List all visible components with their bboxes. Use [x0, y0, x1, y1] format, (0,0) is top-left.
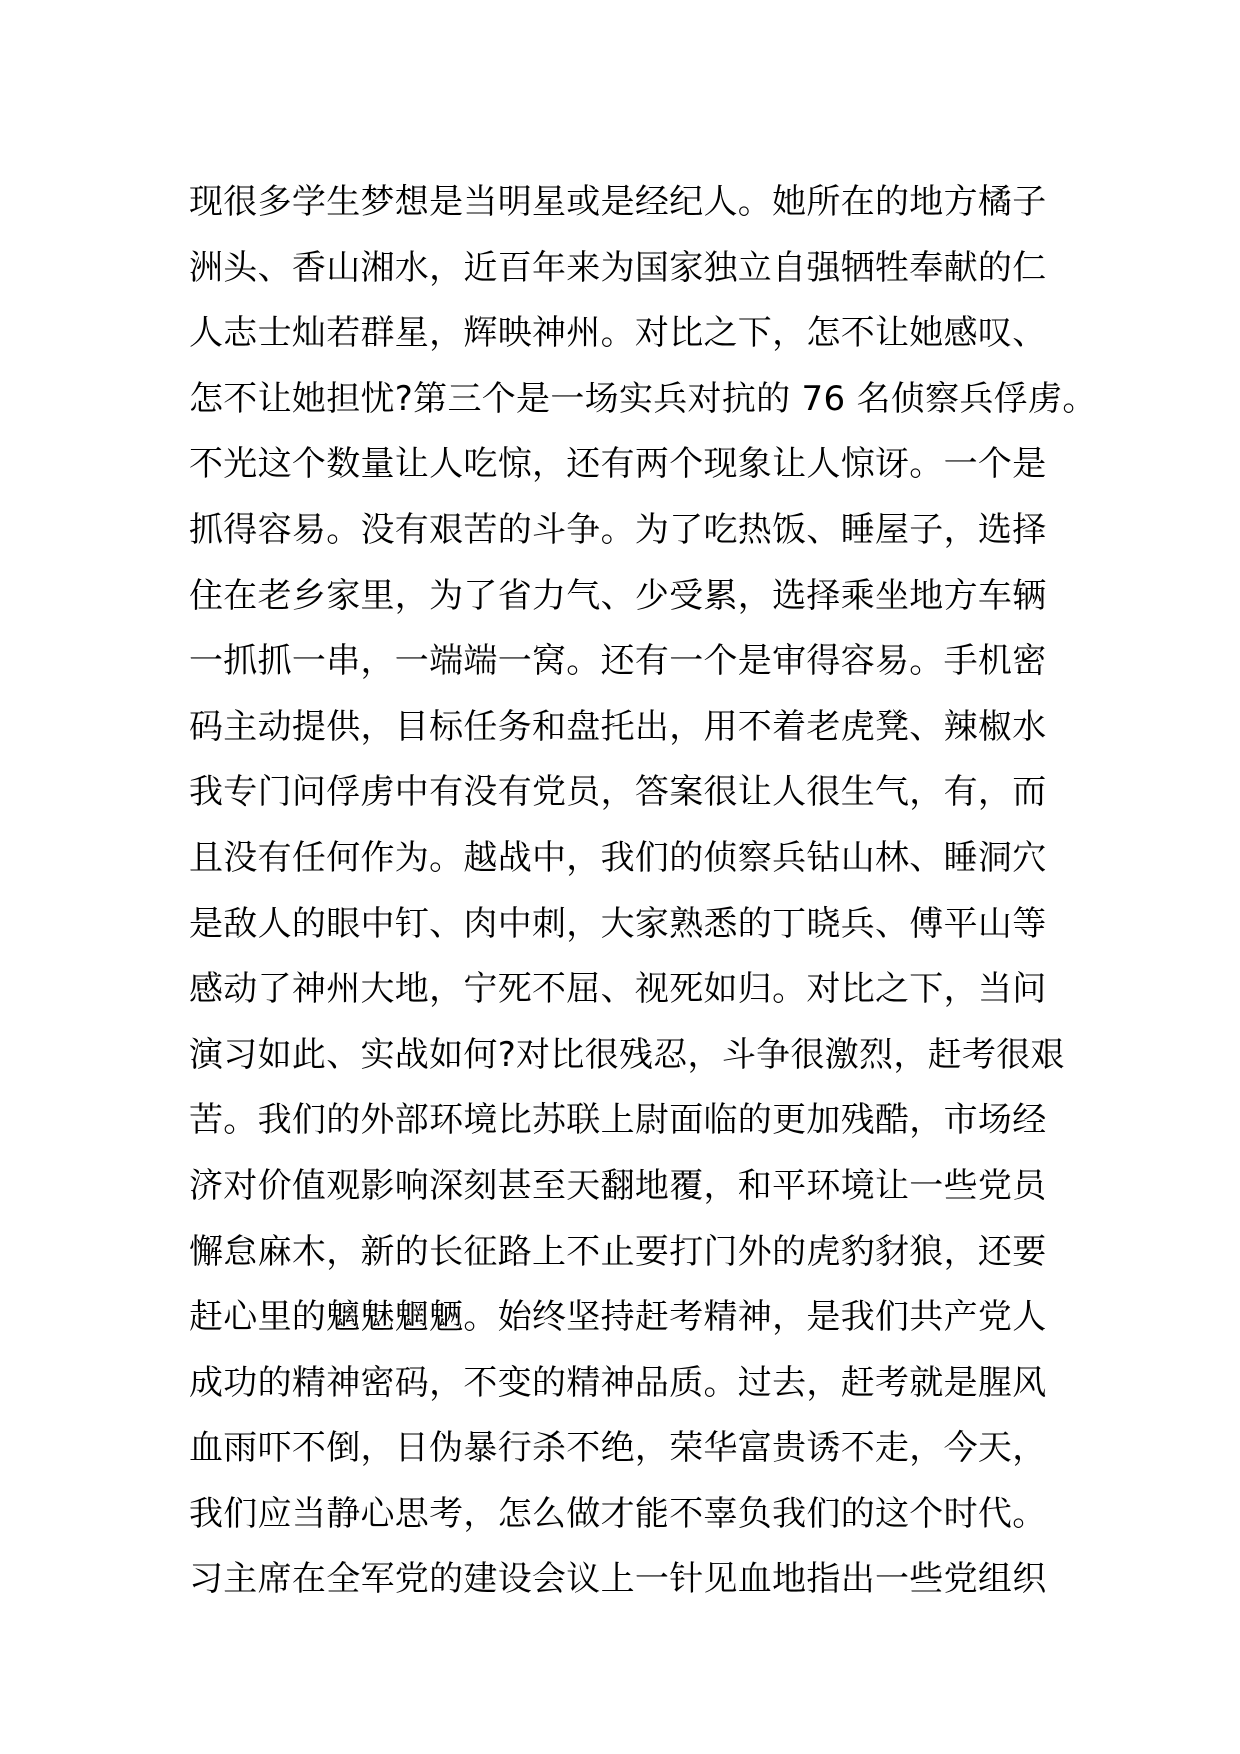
text-line: 洲头、香山湘水，近百年来为国家独立自强牺牲奉献的仁	[189, 247, 1047, 288]
text-line: 且没有任何作为。越战中，我们的侦察兵钻山林、睡洞穴	[189, 837, 1047, 878]
text-line: 演习如此、实战如何?对比很残忍，斗争很激烈，赶考很艰	[189, 1034, 1065, 1075]
text-line: 济对价值观影响深刻甚至天翻地覆，和平环境让一些党员	[189, 1165, 1047, 1206]
text-line: 不光这个数量让人吃惊，还有两个现象让人惊讶。一个是	[189, 444, 1047, 485]
text-line: 抓得容易。没有艰苦的斗争。为了吃热饭、睡屋子，选择	[189, 509, 1047, 550]
text-line: 人志士灿若群星，辉映神州。对比之下，怎不让她感叹、	[189, 313, 1047, 354]
text-line: 习主席在全军党的建设会议上一针见血地指出一些党组织	[189, 1559, 1047, 1600]
text-line: 成功的精神密码，不变的精神品质。过去，赶考就是腥风	[189, 1362, 1047, 1403]
text-line: 苦。我们的外部环境比苏联上尉面临的更加残酷，市场经	[189, 1100, 1047, 1141]
text-line: 一抓抓一串，一端端一窝。还有一个是审得容易。手机密	[189, 641, 1047, 682]
text-line: 懈怠麻木，新的长征路上不止要打门外的虎豹豺狼，还要	[189, 1231, 1047, 1272]
text-line: 码主动提供，目标任务和盘托出，用不着老虎凳、辣椒水	[189, 706, 1047, 747]
text-line: 住在老乡家里，为了省力气、少受累，选择乘坐地方车辆	[189, 575, 1047, 616]
text-line: 感动了神州大地，宁死不屈、视死如归。对比之下，当问	[189, 969, 1047, 1010]
text-line: 血雨吓不倒，日伪暴行杀不绝，荣华富贵诱不走，今天，	[189, 1428, 1047, 1469]
text-line: 现很多学生梦想是当明星或是经纪人。她所在的地方橘子	[189, 182, 1047, 222]
text-line: 是敌人的眼中钉、肉中刺，大家熟悉的丁晓兵、傅平山等	[189, 903, 1047, 944]
text-line: 我专门问俘虏中有没有党员，答案很让人很生气，有，而	[189, 772, 1047, 813]
body-text	[189, 170, 1097, 1613]
text-line: 怎不让她担忧?第三个是一场实兵对抗的 76 名侦察兵俘虏。	[189, 378, 1097, 419]
text-line: 我们应当静心思考，怎么做才能不辜负我们的这个时代。	[189, 1493, 1047, 1534]
text-line: 赶心里的魑魅魍魉。始终坚持赶考精神，是我们共产党人	[189, 1297, 1047, 1338]
